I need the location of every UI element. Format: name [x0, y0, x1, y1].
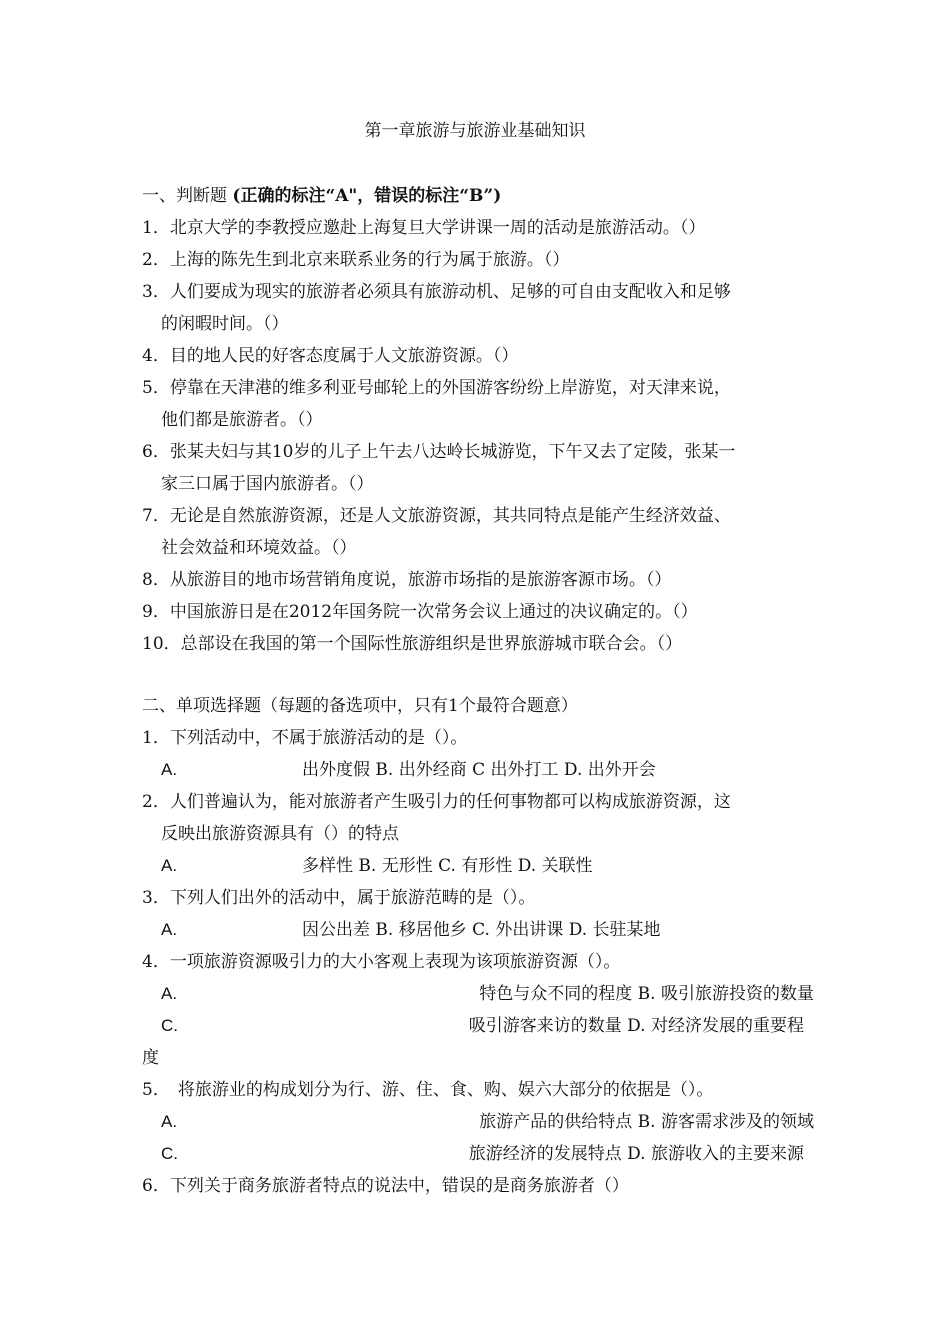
tf-item-8 — [142, 564, 814, 596]
option-label: C. — [161, 1016, 178, 1035]
question-stem: 下列活动中，不属于旅游活动的是（）。 — [169, 728, 468, 748]
section-spacer — [142, 660, 814, 690]
option-text: 特色与众不同的程度 B. 吸引旅游投资的数量 — [479, 984, 814, 1004]
question-number: 2． — [142, 792, 170, 812]
item-number: 3． — [142, 282, 170, 302]
mc-question-2 — [142, 786, 814, 818]
section1-instruction: (正确的标注“A"，错误的标注“B”) — [232, 186, 502, 206]
section1-heading-text: 一、判断题 — [142, 186, 227, 206]
option-text: 旅游产品的供给特点 B. 游客需求涉及的领域 — [479, 1112, 814, 1132]
item-number: 2． — [142, 250, 170, 270]
item-number: 9． — [142, 602, 170, 622]
item-text: 人们要成为现实的旅游者必须具有旅游动机、足够的可自由支配收入和足够 — [169, 282, 731, 302]
tf-item-continued — [142, 468, 814, 500]
option-text: 吸引游客来访的数量 D. 对经济发展的重要程 — [468, 1016, 804, 1036]
option-label: C. — [161, 1144, 178, 1163]
tf-item-7 — [142, 500, 814, 532]
question-number: 4． — [142, 952, 170, 972]
mc-options-2 — [142, 850, 814, 882]
item-number: 8． — [142, 570, 170, 590]
mc-options-4c — [142, 1010, 814, 1042]
item-number: 5． — [142, 378, 170, 398]
item-text: 的闲暇时间。（） — [161, 314, 289, 334]
option-text: 多样性 B. 无形性 C. 有形性 D. 关联性 — [302, 856, 593, 876]
option-label: A. — [161, 1112, 178, 1131]
mc-question-4 — [142, 946, 814, 978]
mc-options-3 — [142, 914, 814, 946]
question-stem-continued: 反映出旅游资源具有（）的特点 — [161, 824, 399, 844]
question-number: 5． — [142, 1080, 170, 1100]
tf-item-9 — [142, 596, 814, 628]
question-stem: 将旅游业的构成划分为行、游、住、食、购、娱六大部分的依据是（）。 — [177, 1080, 714, 1100]
mc-options-4a — [142, 978, 814, 1010]
mc-options-5a — [142, 1106, 814, 1138]
tf-item-continued — [142, 532, 814, 564]
document-body — [142, 180, 814, 1202]
mc-question-6 — [142, 1170, 814, 1202]
item-text: 中国旅游日是在2012年国务院一次常务会议上通过的决议确定的。（） — [169, 602, 698, 622]
option-label: A. — [161, 856, 178, 875]
option-label: A. — [161, 760, 178, 779]
item-number: 1． — [142, 218, 170, 238]
item-text: 目的地人民的好客态度属于人文旅游资源。（） — [169, 346, 519, 366]
question-stem: 下列关于商务旅游者特点的说法中，错误的是商务旅游者（） — [169, 1176, 629, 1196]
item-number: 6． — [142, 442, 170, 462]
item-text: 他们都是旅游者。（） — [161, 410, 323, 430]
question-number: 1． — [142, 728, 170, 748]
chapter-title: 第一章旅游与旅游业基础知识 — [364, 121, 586, 141]
item-text: 无论是自然旅游资源，还是人文旅游资源，其共同特点是能产生经济效益、 — [169, 506, 731, 526]
question-number: 6． — [142, 1176, 170, 1196]
option-text-overflow: 度 — [142, 1048, 159, 1068]
option-text: 因公出差 B. 移居他乡 C. 外出讲课 D. 长驻某地 — [302, 920, 661, 940]
option-label: A. — [161, 920, 178, 939]
mc-question-3 — [142, 882, 814, 914]
section2-heading: 二、单项选择题（每题的备选项中，只有1个最符合题意） — [142, 696, 578, 716]
mc-options-5c — [142, 1138, 814, 1170]
tf-item-10 — [142, 628, 814, 660]
question-stem: 下列人们出外的活动中，属于旅游范畴的是（）。 — [169, 888, 536, 908]
item-text: 上海的陈先生到北京来联系业务的行为属于旅游。（） — [169, 250, 570, 270]
tf-item-3 — [142, 276, 814, 308]
item-text: 社会效益和环境效益。（） — [161, 538, 357, 558]
tf-item-continued — [142, 308, 814, 340]
item-number: 10． — [142, 634, 181, 654]
item-text: 家三口属于国内旅游者。（） — [161, 474, 374, 494]
item-text: 张某夫妇与其10岁的儿子上午去八达岭长城游览，下午又去了定陵，张某一 — [169, 442, 736, 462]
true-false-list — [142, 212, 814, 660]
mc-question-1 — [142, 722, 814, 754]
tf-item-continued — [142, 404, 814, 436]
item-number: 7． — [142, 506, 170, 526]
question-number: 3． — [142, 888, 170, 908]
section1-heading — [142, 180, 814, 212]
tf-item-1 — [142, 212, 814, 244]
mc-question-5 — [142, 1074, 814, 1106]
item-text: 北京大学的李教授应邀赴上海复旦大学讲课一周的活动是旅游活动。（） — [169, 218, 706, 238]
item-text: 停靠在天津港的维多利亚号邮轮上的外国游客纷纷上岸游览，对天津来说， — [169, 378, 731, 398]
item-text: 总部设在我国的第一个国际性旅游组织是世界旅游城市联合会。（） — [180, 634, 683, 654]
mc-options-1 — [142, 754, 814, 786]
question-stem: 人们普遍认为，能对旅游者产生吸引力的任何事物都可以构成旅游资源，这 — [169, 792, 731, 812]
question-stem: 一项旅游资源吸引力的大小客观上表现为该项旅游资源（）。 — [169, 952, 621, 972]
tf-item-2 — [142, 244, 814, 276]
tf-item-4 — [142, 340, 814, 372]
option-text: 旅游经济的发展特点 D. 旅游收入的主要来源 — [468, 1144, 804, 1164]
item-text: 从旅游目的地市场营销角度说，旅游市场指的是旅游客源市场。（） — [169, 570, 672, 590]
tf-item-6 — [142, 436, 814, 468]
tf-item-5 — [142, 372, 814, 404]
option-label: A. — [161, 984, 178, 1003]
option-text: 出外度假 B. 出外经商 C 出外打工 D. 出外开会 — [302, 760, 656, 780]
item-number: 4． — [142, 346, 170, 366]
